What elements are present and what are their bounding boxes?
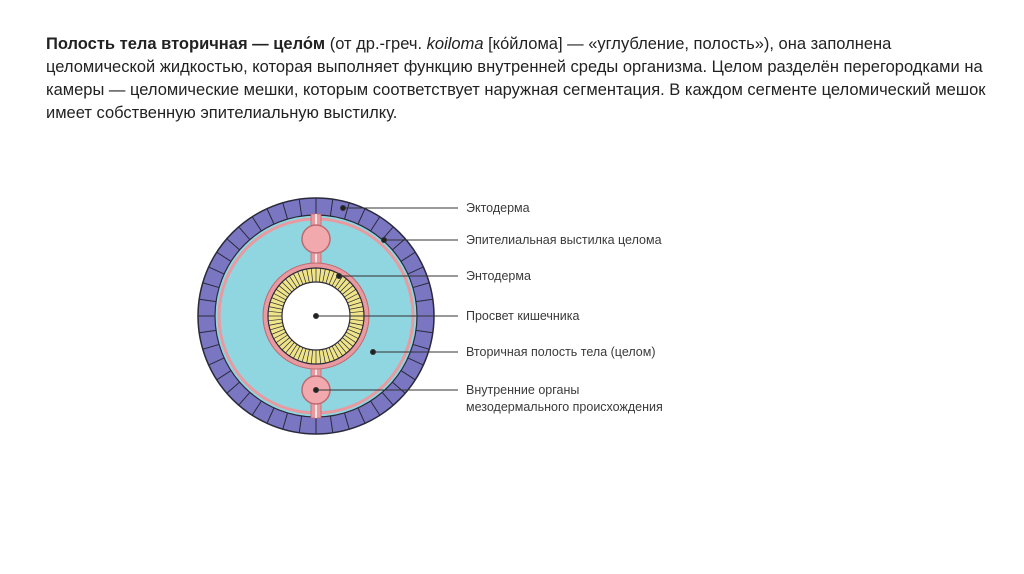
dot-lumen [314,314,319,319]
dot-lining [382,238,387,243]
dot-coelom [371,350,376,355]
etymology-word: koiloma [426,35,484,53]
label-endoderm: Энтодерма [466,269,531,283]
label-organs-line1: Внутренние органы [466,383,580,397]
etymology-prefix: (от др.-греч. [325,35,427,53]
dot-organs [314,388,319,393]
label-ectoderm: Эктодерма [466,201,530,215]
label-organs-line2: мезодермального происхождения [466,400,663,414]
dot-ectoderm [341,206,346,211]
label-coelom: Вторичная полость тела (целом) [466,345,656,359]
etymology-rest: [ко́йлома] — «углубление, полость»), она заполнена целомической жидкостью, которая выполняет функцию внутренней среды организма. Целом разделён перегородками на камеры — целомические мешки, которым соответствует наружная сегментация. В каждом сегменте целомический мешок имеет собственную эпителиальную выстилку. [46,35,986,122]
label-lumen: Просвет кишечника [466,309,580,323]
dot-endoderm [337,274,342,279]
upper-internal-organ [302,225,330,253]
term-bold: Полость тела вторичная — цело́м [46,35,326,53]
label-epithelial-lining: Эпителиальная выстилка целома [466,233,662,247]
